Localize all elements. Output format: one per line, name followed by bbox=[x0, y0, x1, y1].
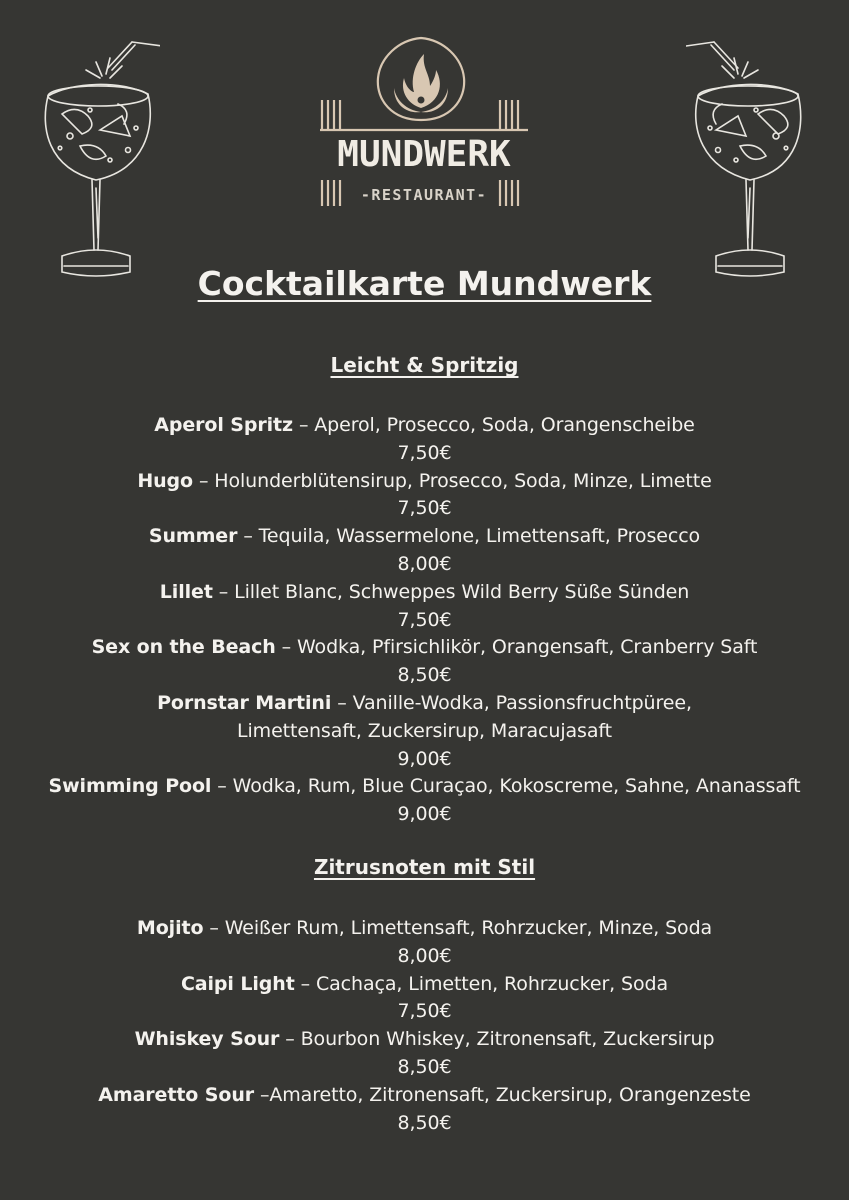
cocktail-ingredients: Lillet Blanc, Schweppes Wild Berry Süße Sünden bbox=[234, 580, 690, 603]
cocktail-item-caipi-light: Caipi Light – Cachaça, Limetten, Rohrzucker, Soda bbox=[180, 972, 669, 995]
cocktail-ingredients: Tequila, Wassermelone, Limettensaft, Prosecco bbox=[258, 525, 701, 548]
cocktail-price: 8,50€ bbox=[397, 664, 452, 687]
cocktail-glass-illustration-right bbox=[686, 38, 806, 283]
page-title: Cocktailkarte Mundwerk bbox=[197, 264, 652, 303]
cocktail-name: Amaretto Sour bbox=[98, 1083, 255, 1106]
cocktail-ingredients: Bourbon Whiskey, Zitronensaft, Zuckersirup bbox=[300, 1028, 715, 1051]
cocktail-name: Sex on the Beach bbox=[91, 636, 276, 659]
cocktail-item-mojito: Mojito – Weißer Rum, Limettensaft, Rohrzucker, Minze, Soda bbox=[136, 917, 713, 939]
cocktail-item-lillet: Lillet – Lillet Blanc, Schweppes Wild Berry Süße Sünden bbox=[159, 580, 690, 603]
cocktail-price: 9,00€ bbox=[397, 803, 452, 826]
cocktail-ingredients-continued: Limettensaft, Zuckersirup, Maracujasaft bbox=[237, 719, 612, 742]
cocktail-price: 9,00€ bbox=[397, 747, 452, 770]
cocktail-item-swimming-pool: Swimming Pool – Wodka, Rum, Blue Curaçao, Kokoscreme, Sahne, Ananassaft bbox=[48, 775, 801, 798]
cocktail-name: Pornstar Martini bbox=[157, 691, 332, 714]
cocktail-price: 7,50€ bbox=[397, 608, 452, 631]
section-title-leicht-spritzig: Leicht & Spritzig bbox=[330, 353, 519, 377]
cocktail-item-whiskey-sour: Whiskey Sour – Bourbon Whiskey, Zitronensaft, Zuckersirup bbox=[134, 1028, 715, 1051]
cocktail-item-summer: Summer – Tequila, Wassermelone, Limettensaft, Prosecco bbox=[148, 525, 701, 548]
cocktail-ingredients: Vanille-Wodka, Passionsfruchtpüree, bbox=[352, 691, 692, 714]
cocktail-list-zitrusnoten bbox=[0, 915, 849, 1137]
cocktail-ingredients: Weißer Rum, Limettensaft, Rohrzucker, Minze, Soda bbox=[224, 917, 713, 939]
cocktail-ingredients: Wodka, Pfirsichlikör, Orangensaft, Cranberry Saft bbox=[296, 636, 758, 659]
section-title-zitrusnoten: Zitrusnoten mit Stil bbox=[313, 855, 536, 879]
logo-wordmark: MUNDWERK bbox=[337, 134, 511, 175]
cocktail-price: 7,50€ bbox=[397, 441, 452, 464]
cocktail-ingredients: Wodka, Rum, Blue Curaçao, Kokoscreme, Sahne, Ananassaft bbox=[232, 775, 801, 798]
cocktail-ingredients: Amaretto, Zitronensaft, Zuckersirup, Orangenzeste bbox=[269, 1083, 751, 1106]
cocktail-name: Summer bbox=[148, 525, 238, 548]
cocktail-price: 7,50€ bbox=[397, 497, 452, 520]
cocktail-price: 8,50€ bbox=[397, 1111, 452, 1134]
cocktail-name: Caipi Light bbox=[180, 972, 295, 995]
cocktail-price: 7,50€ bbox=[397, 1000, 452, 1023]
cocktail-ingredients: Cachaça, Limetten, Rohrzucker, Soda bbox=[315, 972, 669, 995]
cocktail-item-aperol-spritz: Aperol Spritz – Aperol, Prosecco, Soda, Orangenscheibe bbox=[154, 414, 695, 436]
cocktail-price: 8,50€ bbox=[397, 1055, 452, 1078]
cocktail-ingredients: Aperol, Prosecco, Soda, Orangenscheibe bbox=[314, 414, 695, 436]
logo-subtitle: -RESTAURANT- bbox=[360, 186, 488, 204]
cocktail-name: Aperol Spritz bbox=[154, 414, 293, 436]
cocktail-ingredients: Holunderblütensirup, Prosecco, Soda, Minze, Limette bbox=[214, 469, 712, 492]
cocktail-name: Hugo bbox=[137, 469, 194, 492]
restaurant-logo bbox=[318, 34, 530, 214]
cocktail-price: 8,00€ bbox=[397, 944, 452, 967]
cocktail-price: 8,00€ bbox=[397, 552, 452, 575]
cocktail-list-leicht-spritzig bbox=[0, 412, 849, 829]
cocktail-name: Whiskey Sour bbox=[134, 1028, 280, 1051]
cocktail-item-sex-on-the-beach: Sex on the Beach – Wodka, Pfirsichlikör, Orangensaft, Cranberry Saft bbox=[91, 636, 758, 659]
cocktail-glass-illustration-left bbox=[40, 38, 160, 283]
cocktail-name: Mojito bbox=[136, 917, 204, 939]
cocktail-name: Swimming Pool bbox=[48, 775, 212, 798]
cocktail-name: Lillet bbox=[159, 580, 213, 603]
cocktail-item-amaretto-sour: Amaretto Sour –Amaretto, Zitronensaft, Zuckersirup, Orangenzeste bbox=[98, 1083, 751, 1106]
cocktail-item-pornstar-martini: Pornstar Martini – Vanille-Wodka, Passionsfruchtpüree, bbox=[157, 691, 692, 714]
cocktail-item-hugo: Hugo – Holunderblütensirup, Prosecco, Soda, Minze, Limette bbox=[137, 469, 712, 492]
